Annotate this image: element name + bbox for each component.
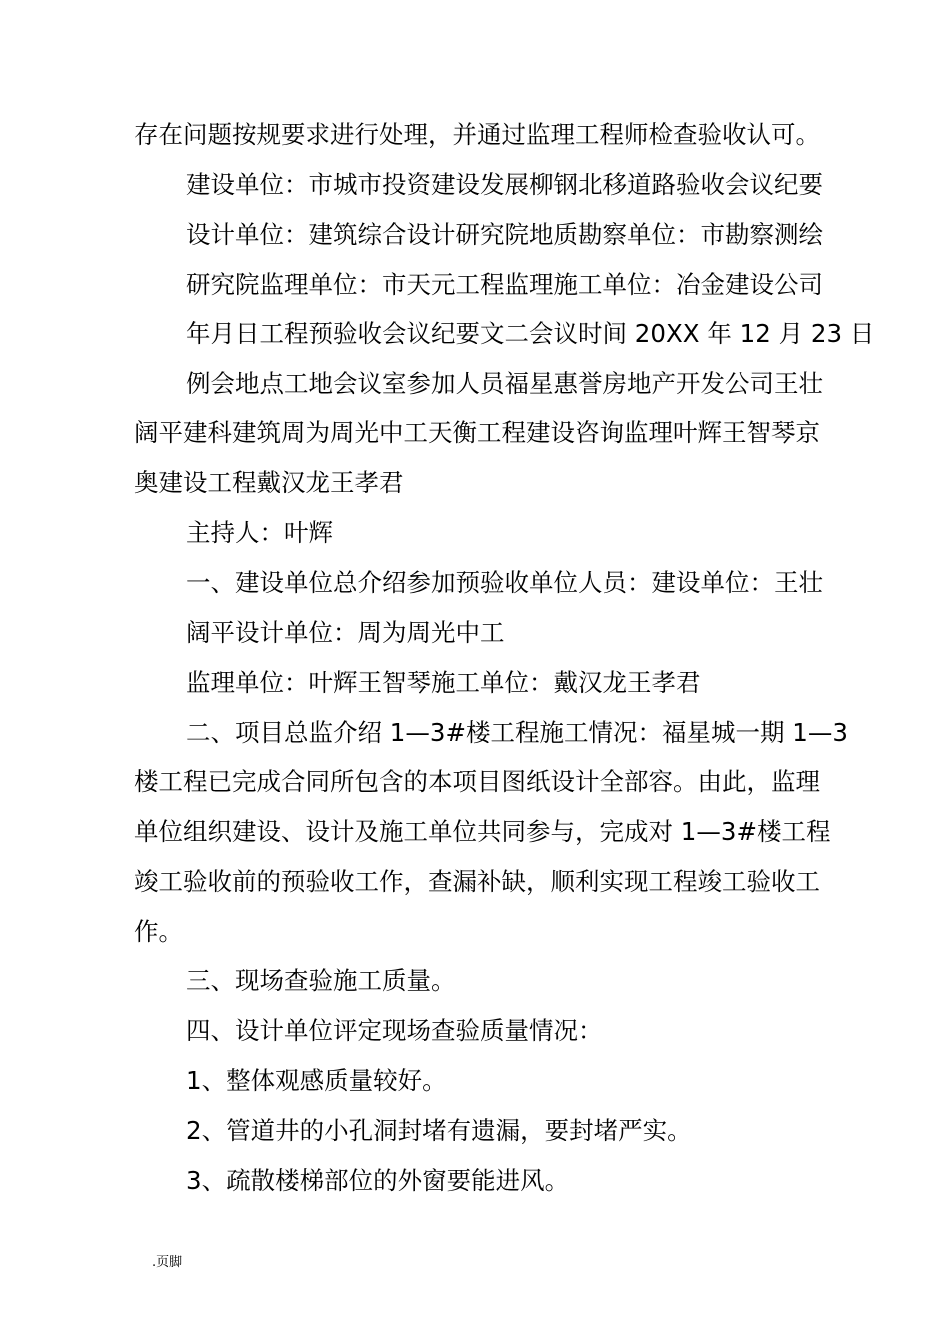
paragraph-line: 楼工程已完成合同所包含的本项目图纸设计全部容。由此，监理 — [134, 767, 820, 796]
paragraph-line: 例会地点工地会议室参加人员福星惠誉房地产开发公司王壮 — [186, 369, 823, 398]
paragraph-line: 主持人：叶辉 — [186, 518, 333, 547]
paragraph-line: 作。 — [134, 917, 183, 946]
paragraph-line: 三、现场查验施工质量。 — [186, 966, 456, 995]
paragraph-line: 设计单位：建筑综合设计研究院地质勘察单位：市勘察测绘 — [186, 220, 823, 249]
paragraph-line: 年月日工程预验收会议纪要文二会议时间 20XX 年 12 月 23 日 — [186, 319, 875, 348]
page-footer: .页脚 — [152, 1255, 183, 1270]
paragraph-line: 阔平建科建筑周为周光中工天衡工程建设咨询监理叶辉王智琴京 — [134, 418, 820, 447]
paragraph-line: 奥建设工程戴汉龙王孝君 — [134, 468, 404, 497]
paragraph-line: 3、疏散楼梯部位的外窗要能进风。 — [186, 1166, 570, 1195]
paragraph-line: 二、项目总监介绍 1—3#楼工程施工情况：福星城一期 1—3 — [186, 718, 848, 747]
paragraph-line: 建设单位：市城市投资建设发展柳钢北移道路验收会议纪要 — [186, 170, 823, 199]
paragraph-line: 四、设计单位评定现场查验质量情况： — [186, 1016, 603, 1045]
paragraph-line: 阔平设计单位：周为周光中工 — [186, 618, 505, 647]
paragraph-line: 研究院监理单位：市天元工程监理施工单位：冶金建设公司 — [186, 270, 823, 299]
paragraph-line: 单位组织建设、设计及施工单位共同参与，完成对 1—3#楼工程 — [134, 817, 831, 846]
paragraph-line: 1、整体观感质量较好。 — [186, 1066, 447, 1095]
paragraph-line: 2、管道井的小孔洞封堵有遗漏，要封堵严实。 — [186, 1116, 692, 1145]
paragraph-line: 存在问题按规要求进行处理，并通过监理工程师检查验收认可。 — [134, 120, 820, 149]
paragraph-line: 监理单位：叶辉王智琴施工单位：戴汉龙王孝君 — [186, 668, 701, 697]
paragraph-line: 一、建设单位总介绍参加预验收单位人员：建设单位：王壮 — [186, 568, 823, 597]
paragraph-line: 竣工验收前的预验收工作，查漏补缺，顺利实现工程竣工验收工 — [134, 867, 820, 896]
